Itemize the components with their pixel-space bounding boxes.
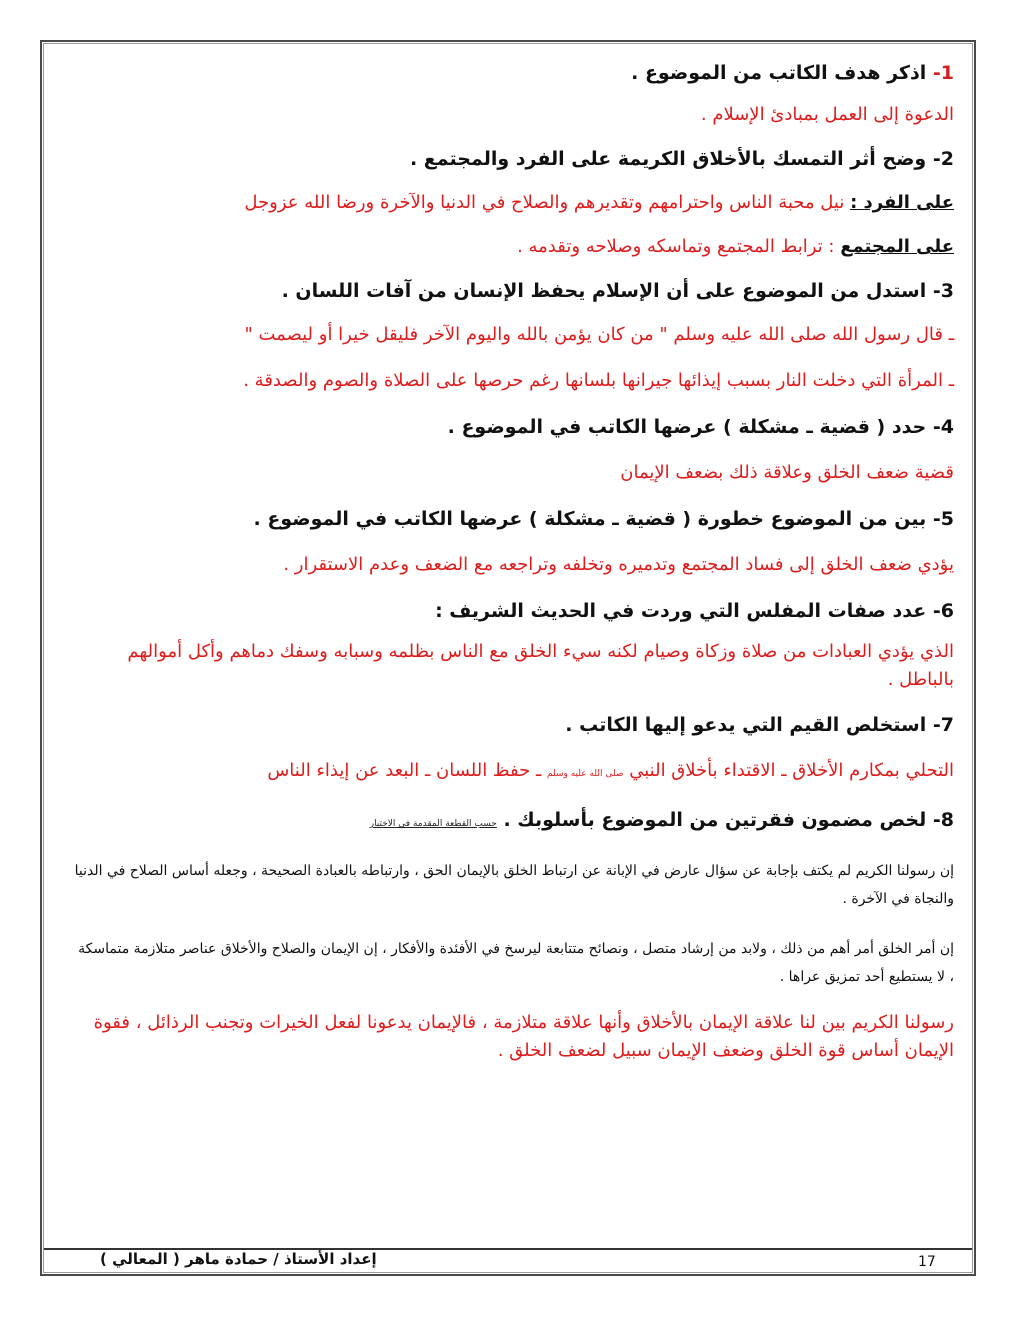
question-text: بين من الموضوع خطورة ( قضية ـ مشكلة ) عرضها الكاتب في الموضوع . — [253, 508, 927, 530]
quote-paragraph-2: إن أمر الخلق أمر أهم من ذلك ، ولابد من إرشاد متصل ، ونصائح متتابعة ليرسخ في الأفئدة والأفكار ، إن الإيمان والصلاح والأخلاق عناصر متلازمة متماسكة ، لا يستطيع أحد تمزيق عراها . — [78, 941, 954, 985]
question-number: 6- — [932, 600, 954, 622]
answer-label: على الفرد : — [850, 192, 954, 213]
honorific-small: صلى الله عليه وسلم — [546, 769, 624, 779]
answer-text: التحلي بمكارم الأخلاق ـ الاقتداء بأخلاق النبي — [629, 760, 954, 781]
question-4 — [70, 412, 954, 442]
question-text: حدد ( قضية ـ مشكلة ) عرضها الكاتب في الموضوع . — [447, 416, 927, 438]
question-3 — [70, 276, 954, 306]
question-note: حسب القطعة المقدمة في الاختبار — [369, 819, 497, 829]
question-1 — [70, 58, 954, 88]
answer-label: على المجتمع — [840, 236, 954, 257]
answer-2-society — [70, 232, 954, 262]
answer-3-story: ـ المرأة التي دخلت النار بسبب إيذائها جيرانها بلسانها رغم حرصها على الصلاة والصوم والصدقة . — [243, 370, 954, 391]
question-6 — [70, 596, 954, 626]
answer-7 — [70, 756, 954, 789]
question-text: لخص مضمون فقرتين من الموضوع بأسلوبك . — [503, 809, 927, 831]
page-number: 17 — [918, 1254, 936, 1270]
answer-3-hadith: ـ قال رسول الله صلى الله عليه وسلم " من كان يؤمن بالله واليوم الآخر فليقل خيرا أو ليصمت " — [244, 324, 954, 345]
answer-text: ـ حفظ اللسان ـ البعد عن إيذاء الناس — [267, 760, 542, 781]
question-number: 4- — [932, 416, 954, 438]
question-number: 8- — [932, 809, 954, 831]
question-5 — [70, 504, 954, 534]
answer-text: : ترابط المجتمع وتماسكه وصلاحه وتقدمه . — [517, 236, 835, 257]
question-text: استخلص القيم التي يدعو إليها الكاتب . — [565, 714, 927, 736]
worksheet-content — [70, 56, 954, 1065]
answer-1: الدعوة إلى العمل بمبادئ الإسلام . — [700, 104, 954, 125]
answer-text: نيل محبة الناس واحترامهم وتقديرهم والصلاح في الدنيا والآخرة ورضا الله عزوجل — [244, 192, 845, 213]
question-text: استدل من الموضوع على أن الإسلام يحفظ الإنسان من آفات اللسان . — [281, 280, 927, 302]
question-number: 2- — [932, 148, 954, 170]
answer-6: الذي يؤدي العبادات من صلاة وزكاة وصيام لكنه سيء الخلق مع الناس بظلمه وسبابه وسفك دماهم وأكل أموالهم بالباطل . — [127, 641, 954, 690]
question-7 — [70, 710, 954, 740]
answer-2-individual — [70, 188, 954, 218]
question-8 — [70, 805, 954, 839]
question-2 — [70, 144, 954, 174]
question-text: عدد صفات المفلس التي وردت في الحديث الشريف : — [435, 600, 927, 622]
answer-8: رسولنا الكريم بين لنا علاقة الإيمان بالأخلاق وأنها علاقة متلازمة ، فالإيمان يدعونا لفعل الخيرات وتجنب الرذائل ، فقوة الإيمان أساس قوة الخلق وضعف الإيمان سبيل لضعف الخلق . — [93, 1012, 954, 1061]
question-number: 7- — [932, 714, 954, 736]
answer-5: يؤدي ضعف الخلق إلى فساد المجتمع وتدميره وتخلفه وتراجعه مع الضعف وعدم الاستقرار . — [283, 554, 954, 575]
question-number: 3- — [932, 280, 954, 302]
author-credit: إعداد الأستاذ / حمادة ماهر ( المعالي ) — [100, 1250, 377, 1268]
quote-paragraph-1: إن رسولنا الكريم لم يكتف بإجابة عن سؤال عارض في الإبانة عن ارتباط الخلق بالإيمان الحق ، وارتباطه بالعبادة الصحيحة ، وجعله أساس الصلاح في الدنيا والنجاة في الآخرة . — [74, 863, 954, 907]
question-text: وضح أثر التمسك بالأخلاق الكريمة على الفرد والمجتمع . — [409, 148, 927, 170]
question-text: اذكر هدف الكاتب من الموضوع . — [631, 62, 927, 84]
question-number: 5- — [932, 508, 954, 530]
answer-4: قضية ضعف الخلق وعلاقة ذلك بضعف الإيمان — [620, 462, 954, 483]
question-number: 1- — [932, 62, 954, 84]
